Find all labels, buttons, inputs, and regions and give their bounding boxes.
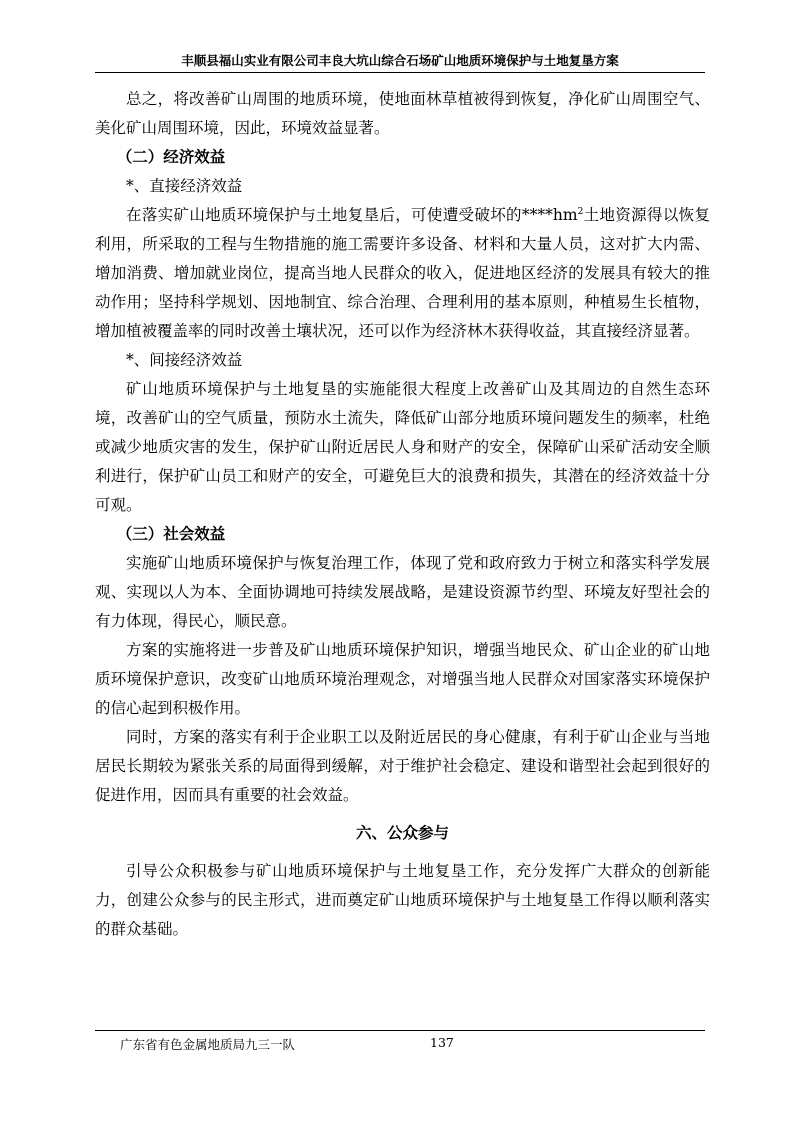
heading-economic-benefits: （二）经济效益 [116,148,226,166]
unit-superscript: 2 [577,206,584,217]
paragraph-indirect-economic: 矿山地质环境保护与土地复垦的实施能很大程度上改善矿山及其周边的自然生态环境，改善矿山的空气质量，预防水土流失，降低矿山部分地质环境问题发生的频率，杜绝或减少地质灾害的发生，保护矿山附近居民人身和财产的安全，保障矿山采矿活动安全顺利进行，保护矿山员工和财产的安全，可避免巨大的浪费和损失，其潜在的经济效益十分可观。 [95,380,710,514]
paragraph-environmental-summary: 总之，将改善矿山周围的地质环境，使地面林草植被得到恢复，净化矿山周围空气、美化矿山周围环境，因此，环境效益显著。 [95,90,710,137]
footer-organization: 广东省有色金属地质局九三一队 [120,1037,296,1052]
heading-social-benefits: （三）社会效益 [116,525,226,543]
paragraph-social-1: 实施矿山地质环境保护与恢复治理工作，体现了党和政府致力于树立和落实科学发展观、实现以人为本、全面协调地可持续发展战略，是建设资源节约型、环境友好型社会的有力体现，得民心，顺民意。 [95,554,710,630]
paragraph-direct-economic [95,201,710,346]
paragraph-social-2: 方案的实施将进一步普及矿山地质环境保护知识，增强当地民众、矿山企业的矿山地质环境保护意识，改变矿山地质环境治理观念，对增强当地人民群众对国家落实环境保护的信心起到积极作用。 [95,641,710,717]
document-header-title: 丰顺县福山实业有限公司丰良大坑山综合石场矿山地质环境保护与土地复垦方案 [181,53,619,68]
subheading-direct-economic-benefits: *、直接经济效益 [126,177,243,195]
subheading-indirect-economic-benefits: *、间接经济效益 [126,351,243,369]
page-number: 137 [430,1035,454,1050]
paragraph-direct-economic-rest: 土地资源得以恢复利用，所采取的工程与生物措施的施工需要许多设备、材料和大量人员，这对扩大内需、增加消费、增加就业岗位，提高当地人民群众的收入，促进地区经济的发展具有较大的推动作用；坚持科学规划、因地制宜、综合治理、合理利用的基本原则，种植易生长植物，增加植被覆盖率的同时改善土壤状况，还可以作为经济林木获得收益，其直接经济显著。 [95,206,710,340]
document-body [95,85,710,944]
section-title-public-participation: 六、公众参与 [355,824,449,842]
header-divider [95,72,705,73]
paragraph-public-participation: 引导公众积极参与矿山地质环境保护与土地复垦工作，充分发挥广大群众的创新能力，创建公众参与的民主形式，进而奠定矿山地质环境保护与土地复垦工作得以顺利落实的群众基础。 [95,862,710,938]
paragraph-direct-economic-start: 在落实矿山地质环境保护与土地复垦后，可使遭受破坏的****hm [126,206,578,224]
paragraph-social-3: 同时，方案的落实有利于企业职工以及附近居民的身心健康，有利于矿山企业与当地居民长期较为紧张关系的局面得到缓解，对于维护社会稳定、建设和谐型社会起到很好的促进作用，因而具有重要的社会效益。 [95,728,710,804]
footer-divider [95,1030,705,1031]
